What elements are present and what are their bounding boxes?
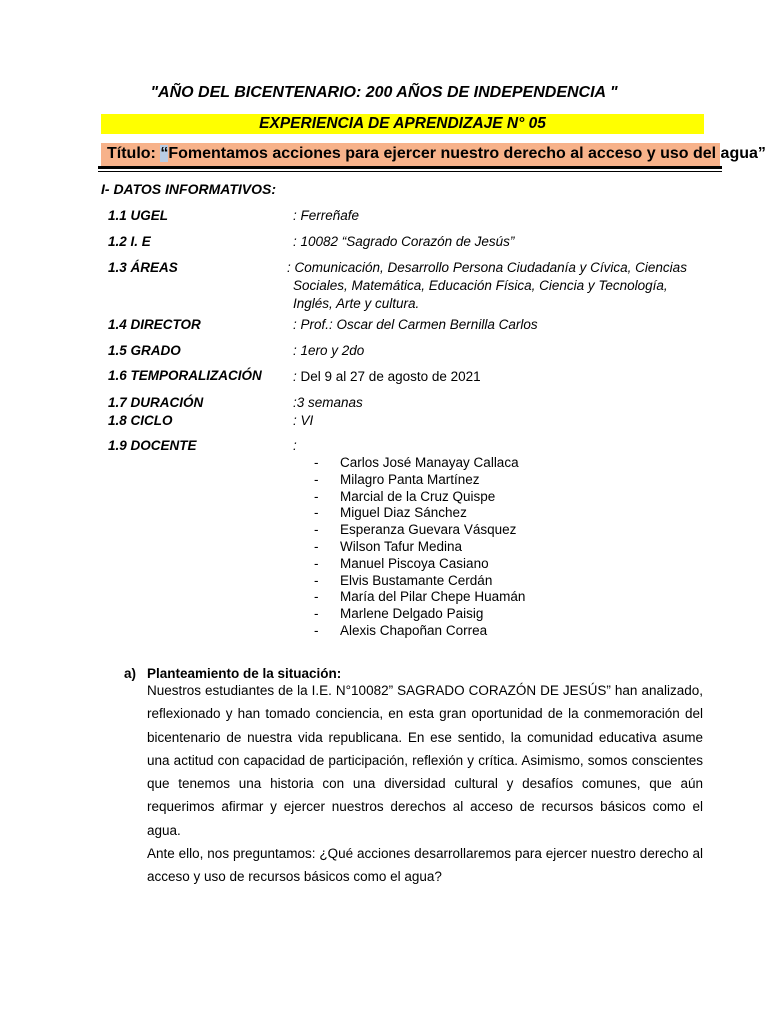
year-title: "AÑO DEL BICENTENARIO: 200 AÑOS DE INDEPENDENCIA "	[150, 84, 618, 101]
teacher-name: Manuel Piscoya Casiano	[340, 555, 489, 571]
teacher-item	[314, 455, 525, 472]
ie-label: 1.2 I. E	[108, 234, 151, 249]
list-dash: -	[314, 572, 319, 588]
areas-line-2: Sociales, Matemática, Educación Física, Ciencia y Tecnología,	[293, 278, 668, 293]
ciclo-label: 1.8 CICLO	[108, 413, 173, 428]
teacher-name: Miguel Diaz Sánchez	[340, 505, 467, 521]
list-dash: -	[314, 538, 319, 554]
situacion-paragraph-2: Ante ello, nos preguntamos: ¿Qué acciones desarrollaremos para ejercer nuestro derecho al acceso y uso de recursos básicos como el agua?	[147, 846, 703, 885]
list-dash: -	[314, 471, 319, 487]
situacion-paragraph-1: Nuestros estudiantes de la I.E. N°10082” SAGRADO CORAZÓN DE JESÚS” han analizado, reflexionado y han tomado conciencia, en esta gran oportunidad de la conmemoración del bicentenario de nuestra vida republicana. En ese sentido, la comunidad educativa asume una actitud con capacidad de participación, reflexión y crítica. Asimismo, somos conscientes que tenemos una historia con una diversidad cultural y desafíos comunes, que aún requerimos afirmar y ejercer nuestros derechos al acceso de recursos básicos como el agua.	[147, 683, 703, 838]
teacher-item	[314, 489, 525, 506]
ciclo-value: : VI	[293, 413, 314, 428]
teacher-name: María del Pilar Chepe Huamán	[340, 589, 526, 605]
list-dash: -	[314, 505, 319, 521]
list-dash: -	[314, 555, 319, 571]
temporalizacion-dates: Del 9 al 27 de agosto de 2021	[300, 369, 481, 384]
list-dash: -	[314, 455, 319, 470]
ie-value: : 10082 “Sagrado Corazón de Jesús”	[293, 234, 515, 249]
list-dash: -	[314, 522, 319, 538]
teacher-item	[314, 556, 525, 573]
teacher-item	[314, 606, 525, 623]
areas-label: 1.3 ÁREAS	[108, 260, 178, 275]
document-title	[107, 145, 766, 163]
areas-line-3: Inglés, Arte y cultura.	[293, 296, 420, 311]
teacher-name: Esperanza Guevara Vásquez	[340, 522, 517, 538]
list-dash: -	[314, 488, 319, 504]
teacher-name: Wilson Tafur Medina	[340, 538, 463, 554]
situacion-body	[147, 679, 703, 889]
list-dash: -	[314, 589, 319, 605]
grado-value: : 1ero y 2do	[293, 343, 365, 358]
experience-title: EXPERIENCIA DE APRENDIZAJE N° 05	[259, 115, 546, 132]
docente-label: 1.9 DOCENTE	[108, 438, 197, 453]
temporalizacion-value	[293, 368, 481, 386]
director-label: 1.4 DIRECTOR	[108, 317, 201, 332]
list-dash: -	[314, 622, 319, 638]
title-rule-thick	[98, 166, 722, 169]
datos-heading: I- DATOS INFORMATIVOS:	[101, 181, 276, 197]
areas-value	[287, 259, 687, 313]
title-rule-thin	[98, 171, 722, 172]
teacher-name: Elvis Bustamante Cerdán	[340, 572, 493, 588]
teacher-item	[314, 573, 525, 590]
title-label: Título:	[107, 145, 161, 162]
title-text: Fomentamos acciones para ejercer nuestro derecho al acceso y uso del agua”	[168, 145, 766, 162]
temporalizacion-colon: :	[293, 369, 301, 384]
duracion-value: :3 semanas	[293, 395, 363, 410]
ugel-value: : Ferreñafe	[293, 208, 360, 223]
teacher-name: Marlene Delgado Paisig	[340, 606, 484, 622]
list-dash: -	[314, 606, 319, 622]
grado-label: 1.5 GRADO	[108, 343, 181, 358]
teacher-item	[314, 522, 525, 539]
situacion-title: Planteamiento de la situación:	[147, 666, 342, 681]
teacher-item	[314, 623, 525, 640]
docente-value: :	[293, 438, 297, 453]
ugel-label: 1.1 UGEL	[108, 208, 169, 223]
teacher-name: Marcial de la Cruz Quispe	[340, 488, 496, 504]
temporalizacion-label: 1.6 TEMPORALIZACIÓN	[108, 368, 262, 383]
areas-line-1: : Comunicación, Desarrollo Persona Ciudadanía y Cívica, Ciencias	[287, 260, 687, 275]
teacher-item	[314, 472, 525, 489]
duracion-label: 1.7 DURACIÓN	[108, 395, 204, 410]
teacher-item	[314, 505, 525, 522]
teacher-item	[314, 589, 525, 606]
teacher-name: Carlos José Manayay Callaca	[340, 455, 519, 470]
situacion-marker: a)	[124, 666, 137, 681]
title-open-quote: “	[160, 145, 169, 162]
teacher-name: Milagro Panta Martínez	[340, 471, 480, 487]
teacher-name: Alexis Chapoñan Correa	[340, 622, 488, 638]
teacher-list	[314, 455, 525, 640]
director-value: : Prof.: Oscar del Carmen Bernilla Carlos	[293, 317, 538, 332]
teacher-item	[314, 539, 525, 556]
